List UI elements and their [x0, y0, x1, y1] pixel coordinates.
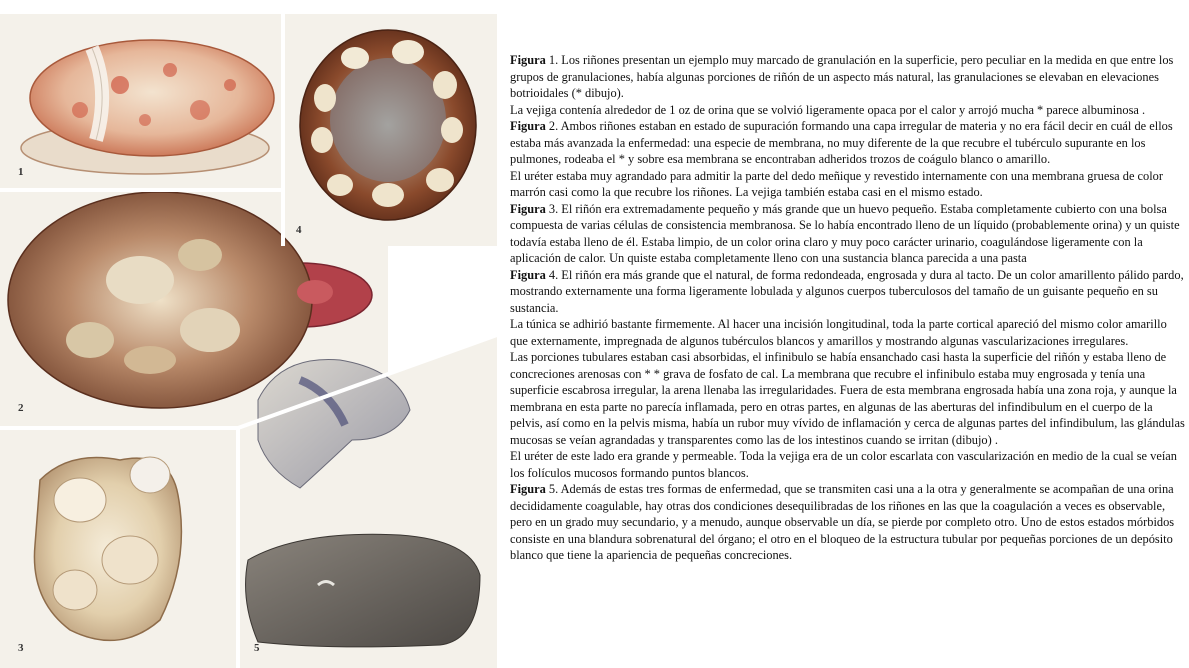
- illustration-plate: [0, 0, 497, 668]
- caption-paragraph: [510, 316, 1186, 349]
- caption-body: Las porciones tubulares estaban casi absorbidas, el infinibulo se había ensanchado casi hasta la superficie del riñón y estaba lleno de concreciones arenosas con * * grava de fosfato de cal. La membrana que recubre el infinibulo estaba muy engrosada y tenía una superficie escabrosa irregular, la arena llenaba las irregularidades. Fuera de esta membrana engrosada había una zona roja, y aunque la membrana en esta parte no parecía inflamada, pero en otras partes, en algunas de las aberturas del infindibulum en el cuerpo de la pelvis, así como en la pelvis misma, había un rubor muy vívido de inflamación y cerca de algunas partes del infindibulum, las glándulas mucosas se veían agrandadas y transparentes como las de los intestinos cuando se irritan (dibujo) .: [510, 350, 1185, 447]
- caption-body: 1. Los riñones presentan un ejemplo muy marcado de granulación en la superficie, pero peculiar en la medida en que entre los grupos de granulaciones, había algunas porciones de riñón de un aspecto más natural, las granulaciones se elevaban en elevaciones botrioidales (* dibujo).: [510, 53, 1174, 100]
- caption-paragraph: [510, 267, 1186, 317]
- caption-paragraph: [510, 448, 1186, 481]
- caption-label: Figura: [510, 53, 546, 67]
- caption-body: La vejiga contenía alrededor de 1 oz de orina que se volvió ligeramente opaca por el calor y arrojó mucha * parece albuminosa .: [510, 102, 1146, 117]
- figure-number-5: 5: [254, 642, 260, 654]
- caption-body: 3. El riñón era extremadamente pequeño y más grande que un huevo pequeño. Estaba completamente cubierto con una bolsa compuesta de varias células de consistencia membranosa. Se lo había encontrado lleno de un líquido (probablemente orina) y un quiste todavía estaba lleno de él. Estaba limpio, de un color orina claro y muy poco carácter urinario, coagulándose ligeramente con la aplicación de calor. Un quiste estaba completamente lleno con una sustancia blanca parecida a una pasta: [510, 201, 1180, 265]
- caption-text-column: [510, 52, 1186, 564]
- figure-number-3: 3: [18, 642, 24, 654]
- caption-body: 5. Además de estas tres formas de enfermedad, que se transmiten casi una a la otra y generalmente se acompañan de una orina decididamente coagulable, hay otras dos condiciones desequilibradas de los riñones en las que la coagulación a veces es observable, pero en un grado muy secundario, y a menudo, aunque observable un día, se pierde por completo otro. Uno de estos estados mórbidos consiste en una blandura sobrenatural del órgano; el otro en el bloqueo de la estructura tubular por pequeñas porciones de un depósito blanco que tiene la apariencia de pequeñas concreciones.: [510, 482, 1175, 562]
- caption-label: Figura: [510, 201, 546, 216]
- caption-paragraph: [510, 168, 1186, 201]
- caption-paragraph: [510, 118, 1186, 168]
- caption-body: La túnica se adhirió bastante firmemente. Al hacer una incisión longitudinal, toda la parte cortical apareció del mismo color amarillo que externamente, impregnada de algunos tubérculos blancos y amarillos y mostrando algunas vascularizaciones irregulares.: [510, 317, 1167, 348]
- figure-1-kidney: [21, 40, 274, 174]
- caption-paragraph: [510, 102, 1186, 119]
- caption-paragraph: [510, 52, 1186, 102]
- caption-paragraph: [510, 201, 1186, 267]
- figure-3-kidney: [34, 457, 181, 640]
- caption-body: 4. El riñón era más grande que el natural, de forma redondeada, engrosada y dura al tacto. De un color amarillento pálido pardo, mostrando externamente una forma ligeramente lobulada y algunos cuerpos tuberculosos del tamaño de un guisante pequeño en su sustancia.: [510, 267, 1184, 315]
- kidney-illustrations: [0, 0, 497, 668]
- caption-paragraph: [510, 349, 1186, 448]
- figure-number-2: 2: [18, 402, 24, 414]
- caption-paragraph: [510, 481, 1186, 564]
- figure-number-4: 4: [296, 224, 302, 236]
- caption-label: Figura: [510, 267, 546, 282]
- figure-4-kidney: [300, 30, 476, 220]
- figure-number-1: 1: [18, 166, 24, 178]
- caption-body: El uréter de este lado era grande y permeable. Toda la vejiga era de un color escarlata con vascularización en medio de la cual se veían los folículos mucosos formando puntos blancos.: [510, 449, 1177, 480]
- caption-body: 2. Ambos riñones estaban en estado de supuración formando una capa irregular de materia y no era fácil decir en cuál de ellos estaba más avanzada la enfermedad: una especie de membrana, no muy diferente de la que recubre el tubérculo supurante en los pulmones, rodeaba el * y sobre esa membrana se encontraban adheridos trozos de coágulo blanco o amarillo.: [510, 119, 1173, 166]
- caption-label: Figura: [510, 482, 546, 496]
- caption-body: El uréter estaba muy agrandado para admitir la parte del dedo meñique y revestido internamente con una membrana gruesa de color marrón casi como la que recubre los riñones. La vejiga también estaba casi en el mismo estado.: [510, 168, 1163, 199]
- caption-label: Figura: [510, 119, 546, 133]
